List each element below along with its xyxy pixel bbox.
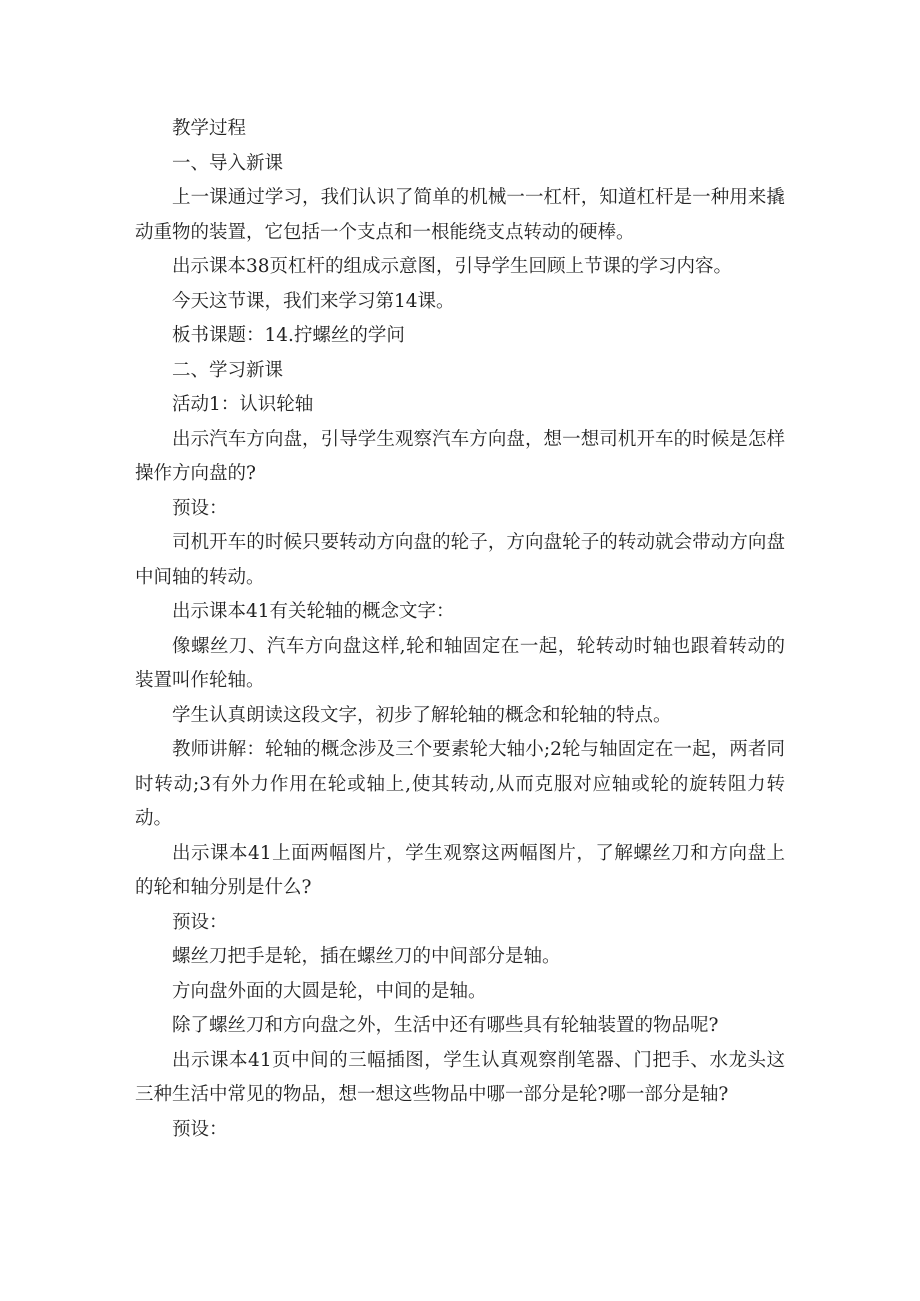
document-body	[135, 112, 785, 1147]
section-heading-introduction: 一、导入新课	[172, 152, 284, 174]
paragraph-other-items: 除了螺丝刀和方向盘之外，生活中还有哪些具有轮轴装置的物品呢?	[172, 1015, 719, 1036]
paragraph-preset-3: 预设：	[172, 1118, 228, 1140]
activity-heading-wheel-axle: 活动1：认识轮轴	[172, 394, 314, 415]
paragraph-screwdriver-answer: 螺丝刀把手是轮，插在螺丝刀的中间部分是轴。	[172, 946, 561, 967]
paragraph-two-pictures: 出示课本41上面两幅图片，学生观察这两幅图片，了解螺丝刀和方向盘上的轮和轴分别是什么?	[135, 842, 785, 898]
paragraph-show-diagram: 出示课本38页杠杆的组成示意图，引导学生回顾上节课的学习内容。	[172, 256, 733, 277]
paragraph-teacher-explanation: 教师讲解：轮轴的概念涉及三个要素轮大轴小;2轮与轴固定在一起，两者同时转动;3有外力作用在轮或轴上,使其转动,从而克服对应轴或轮的旋转阻力转动。	[135, 739, 785, 829]
paragraph-board-title: 板书课题：14.拧螺丝的学问	[172, 325, 405, 346]
section-heading-teaching-process: 教学过程	[172, 118, 247, 139]
paragraph-student-reading: 学生认真朗读这段文字，初步了解轮轴的概念和轮轴的特点。	[172, 704, 672, 726]
paragraph-wheel-answer: 方向盘外面的大圆是轮，中间的是轴。	[172, 980, 487, 1002]
paragraph-driver-answer: 司机开车的时候只要转动方向盘的轮子，方向盘轮子的转动就会带动方向盘中间轴的转动。	[135, 532, 785, 588]
paragraph-preset-2: 预设：	[172, 911, 228, 933]
paragraph-steering-wheel: 出示汽车方向盘，引导学生观察汽车方向盘，想一想司机开车的时候是怎样操作方向盘的?	[135, 428, 785, 484]
paragraph-today-lesson: 今天这节课，我们来学习第14课。	[172, 290, 455, 312]
paragraph-review-lever: 上一课通过学习，我们认识了简单的机械一一杠杆，知道杠杆是一种用来撬动重物的装置，它包括一个支点和一根能绕支点转动的硬棒。	[135, 187, 785, 243]
section-heading-new-lesson: 二、学习新课	[172, 359, 284, 381]
paragraph-concept-definition: 像螺丝刀、汽车方向盘这样,轮和轴固定在一起，轮转动时轴也跟着转动的装置叫作轮轴。	[135, 635, 785, 691]
paragraph-concept-intro: 出示课本41有关轮轴的概念文字：	[172, 601, 455, 622]
paragraph-preset-1: 预设：	[172, 497, 228, 519]
paragraph-three-illustrations: 出示课本41页中间的三幅插图，学生认真观察削笔器、门把手、水龙头这三种生活中常见的物品，想一想这些物品中哪一部分是轮?哪一部分是轴?	[135, 1049, 785, 1105]
